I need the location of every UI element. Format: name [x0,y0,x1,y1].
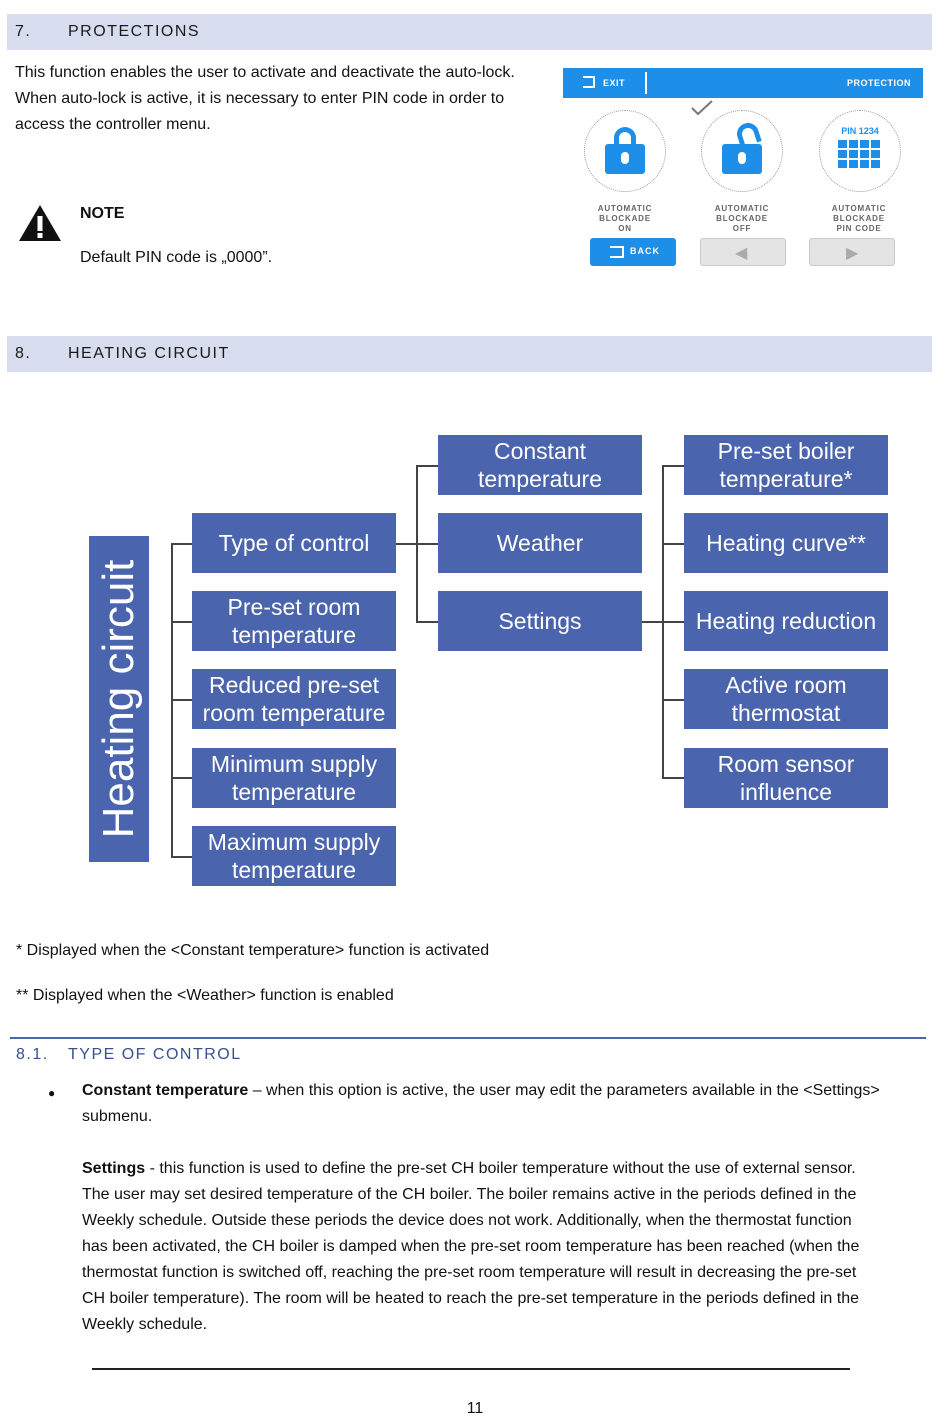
text-line: Weekly schedule. [82,1316,208,1333]
settings-description [82,1156,927,1338]
box-constant-temperature: Constant temperature [438,435,642,495]
connector [171,777,192,779]
box-settings: Settings [438,591,642,651]
box-active-room-thermostat: Active room thermostat [684,669,888,729]
divider [645,72,647,94]
next-button[interactable] [809,238,895,266]
box-heating-curve: Heating curve** [684,513,888,573]
box-weather: Weather [438,513,642,573]
label-line: OFF [732,224,752,233]
box-preset-boiler-temperature: Pre-set boiler temperature* [684,435,888,495]
blockade-off-option[interactable] [701,110,783,192]
text-line: access the controller menu. [15,116,211,133]
footnote-2: ** Displayed when the <Weather> function is enabled [16,987,394,1004]
screen-title: PROTECTION [846,78,911,88]
text-line: submenu. [82,1108,153,1125]
text-line: CH boiler temperature). The room will be heated to reach the pre-set temperature in the periods defined in the [82,1290,860,1307]
section-number: 7. [15,23,32,40]
section-8-header [7,336,932,372]
arrow-right-icon: ▶ [846,245,859,262]
term: Settings [82,1160,146,1177]
text-line: The user may set desired temperature of the CH boiler. The boiler remains active in the periods defined in the [82,1186,857,1203]
connector [416,465,438,467]
keyhole [621,152,629,164]
exit-icon [583,76,595,88]
footnote-1: * Displayed when the <Constant temperature> function is activated [16,942,490,959]
blockade-off-label [687,204,797,234]
pin-label: PIN 1234 [841,126,879,136]
connector [416,543,438,545]
blockade-on-option[interactable] [584,110,666,192]
box-reduced-preset-room-temperature: Reduced pre-set room temperature [192,669,396,729]
exit-button[interactable]: EXIT [603,78,626,88]
warning-icon [17,203,63,248]
pin-code-option[interactable] [819,110,901,192]
text-line: This function enables the user to activate and deactivate the auto-lock. [15,64,515,81]
label-line: AUTOMATIC [597,204,653,213]
text-line [82,1156,927,1182]
footer-divider [92,1368,850,1370]
box-room-sensor-influence: Room sensor influence [684,748,888,808]
text-line: thermostat function is switched off, reaching the pre-set room temperature will result in decreasing the pre-set [82,1264,857,1281]
text-span: – when this option is active, the user may edit the parameters available in the <Settings> [248,1082,880,1099]
box-maximum-supply-temperature: Maximum supply temperature [192,826,396,886]
section-title: TYPE OF CONTROL [68,1046,242,1063]
text-span: - this function is used to define the pre-set CH boiler temperature without the use of external sensor. [145,1160,856,1177]
label-line: AUTOMATIC [831,204,887,213]
label-line: ON [618,224,632,233]
back-label: BACK [630,246,660,256]
connector [662,777,684,779]
connector [662,543,684,545]
connector [416,621,438,623]
box-preset-room-temperature: Pre-set room temperature [192,591,396,651]
section-title: PROTECTIONS [68,23,201,40]
text-line: When auto-lock is active, it is necessary to enter PIN code in order to [15,90,505,107]
diagram-root-label: Heating circuit [94,559,143,839]
section-title: HEATING CIRCUIT [68,345,230,362]
divider [10,1037,926,1039]
section-number: 8. [15,345,32,362]
back-icon [610,246,624,258]
note-text: Default PIN code is „0000”. [80,249,273,266]
box-minimum-supply-temperature: Minimum supply temperature [192,748,396,808]
label-line: AUTOMATIC [714,204,770,213]
protections-description [15,60,515,138]
device-top-bar [563,68,923,98]
pin-code-label [804,204,914,234]
diagram-root-box [89,536,149,862]
keyhole [738,152,746,164]
keypad-icon [838,140,880,168]
connector [171,699,192,701]
arrow-left-icon: ◀ [735,245,748,262]
connector [662,465,684,467]
page-number: 11 [466,1400,484,1417]
box-heating-reduction: Heating reduction [684,591,888,651]
connector [396,543,417,545]
connector [662,621,684,623]
connector [662,699,684,701]
text-line: Weekly schedule. Outside these periods the device does not work. Additionally, when the thermostat function [82,1212,852,1229]
label-line: PIN CODE [836,224,882,233]
label-line: BLOCKADE [599,214,651,223]
term: Constant temperature [82,1082,249,1099]
blockade-on-label [570,204,680,234]
bullet-icon: ● [48,1086,56,1100]
back-button[interactable] [590,238,676,266]
previous-button[interactable] [700,238,786,266]
label-line: BLOCKADE [833,214,885,223]
box-type-of-control: Type of control [192,513,396,573]
subsection-header [16,1046,242,1064]
note-label: NOTE [80,205,125,222]
section-7-header [7,14,932,50]
checkmark-icon [690,99,714,117]
label-line: BLOCKADE [716,214,768,223]
text-line [82,1078,927,1104]
connector [642,621,663,623]
text-line: has been activated, the CH boiler is damped when the pre-set room temperature has been reached (when the [82,1238,860,1255]
connector [171,856,192,858]
connector [171,543,192,545]
bullet-constant-temperature [82,1078,927,1130]
section-number: 8.1. [16,1046,49,1063]
connector [171,621,192,623]
